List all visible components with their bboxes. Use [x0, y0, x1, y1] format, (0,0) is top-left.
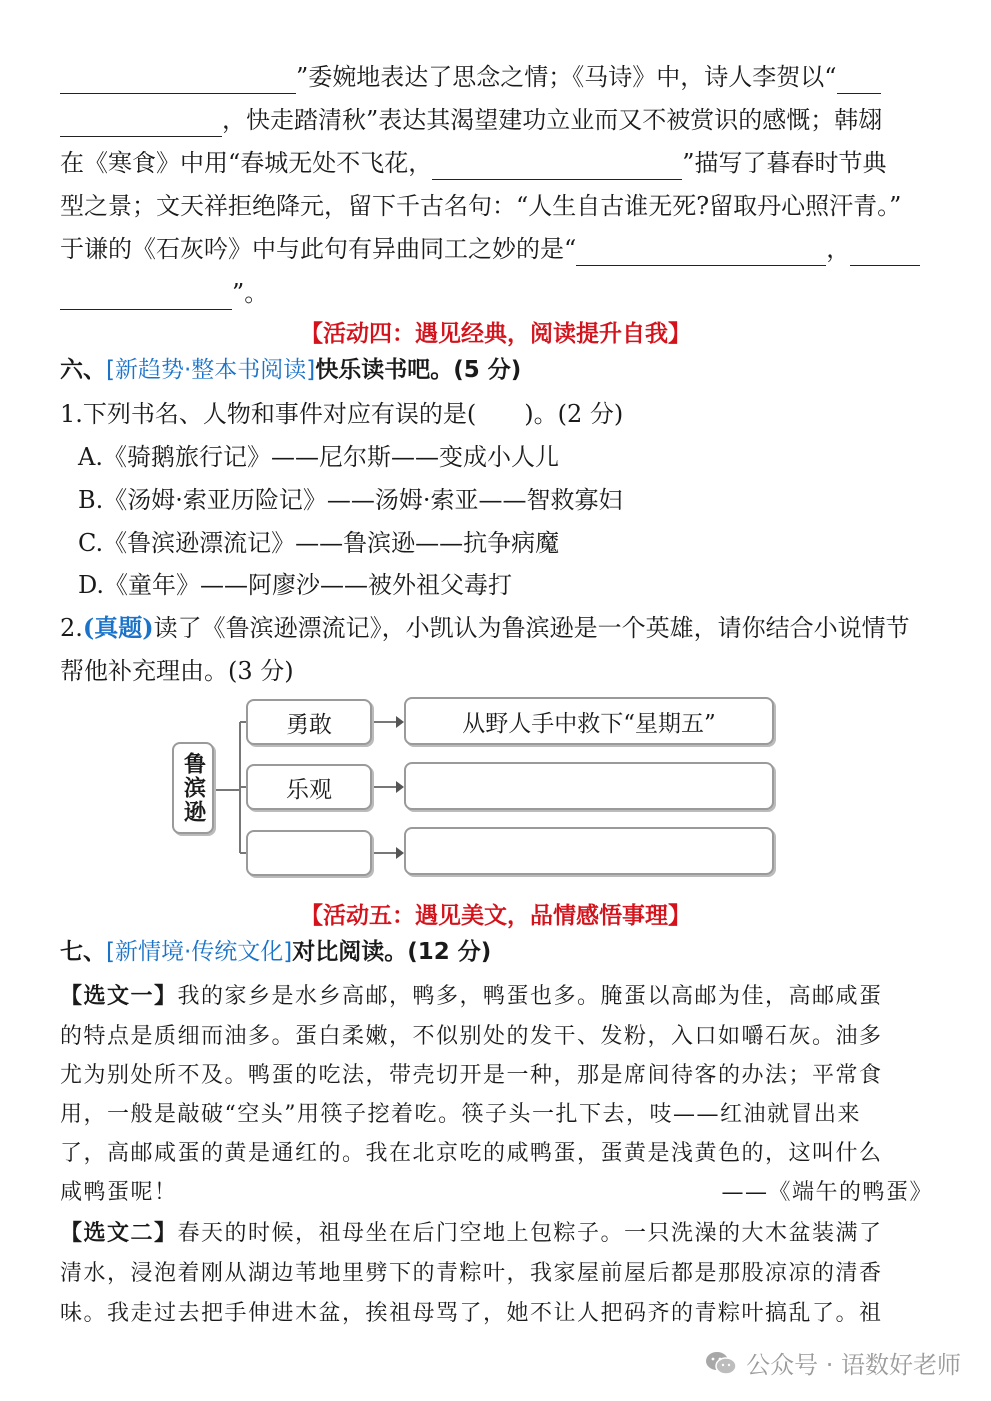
- passage-1-line-2: 的特点是质细而油多。蛋白柔嫩，不似别处的发干、发粉，入口如嚼石灰。油多: [60, 1024, 883, 1049]
- section-number: 六、: [60, 357, 106, 383]
- intro-text: 型之景；文天祥拒绝降元，留下千古名句：“人生自古谁无死?留取丹心照汗青。”: [60, 192, 902, 220]
- passage-1-line-6: 咸鸭蛋呢！: [60, 1180, 178, 1205]
- activity-five-heading: 【活动五：遇见美文，品情感悟事理】: [300, 903, 691, 929]
- section-number: 七、: [60, 939, 106, 965]
- section-tag: [新情境·传统文化]: [106, 939, 293, 965]
- reason-box-1: 从野人手中救下“星期五”: [404, 697, 774, 745]
- passage-1-line-5: 了，高邮咸蛋的黄是通红的。我在北京吃的咸鸭蛋，蛋黄是浅黄色的，这叫什么: [60, 1141, 883, 1166]
- passage-1-line-1: [60, 980, 883, 1014]
- trait-box-3-blank[interactable]: [246, 830, 372, 876]
- question-tag: (真题): [82, 613, 154, 642]
- question-text: 读了《鲁滨逊漂流记》，小凯认为鲁滨逊是一个英雄，请你结合小说情节: [153, 614, 910, 642]
- intro-text: 在《寒食》中用“春城无处不飞花，: [60, 149, 433, 177]
- intro-text: ”委婉地表达了思念之情；《马诗》中，诗人李贺以“: [296, 63, 837, 91]
- option-a: A.《骑鹅旅行记》——尼尔斯——变成小人儿: [78, 443, 559, 471]
- wechat-icon: [704, 1350, 738, 1376]
- trait-box-2: 乐观: [246, 764, 372, 810]
- passage-label: 【选文二】: [60, 1221, 178, 1246]
- passage-2-line-1: [60, 1217, 883, 1251]
- passage-2-line-2: 清水，浸泡着刚从湖边苇地里劈下的青粽叶，我家屋前屋后都是那股凉凉的清香: [60, 1261, 883, 1286]
- option-c: C.《鲁滨逊漂流记》——鲁滨逊——抗争病魔: [78, 529, 560, 557]
- diagram-root-box: 鲁滨逊: [172, 742, 214, 834]
- question-number: 2.: [60, 614, 83, 642]
- intro-text: 于谦的《石灰吟》中与此句有异曲同工之妙的是“: [60, 235, 577, 263]
- passage-text: 春天的时候，祖母坐在后门空地上包粽子。一只洗澡的大木盆装满了: [177, 1221, 883, 1246]
- reason-box-2-blank[interactable]: [404, 762, 774, 810]
- question-text: 1.下列书名、人物和事件对应有误的是(: [60, 400, 477, 428]
- reason-box-3-blank[interactable]: [404, 827, 774, 875]
- option-d: D.《童年》——阿廖沙——被外祖父毒打: [78, 571, 513, 599]
- trait-box-1: 勇敢: [246, 699, 372, 745]
- question-text: )。(2 分): [524, 400, 624, 428]
- section-title: 对比阅读。(12 分): [292, 939, 492, 965]
- passage-1-line-4: 用，一般是敲破“空头”用筷子挖着吃。筷子头一扎下去，吱——红油就冒出来: [60, 1102, 861, 1127]
- passage-text: 我的家乡是水乡高邮，鸭多，鸭蛋也多。腌蛋以高邮为佳，高邮咸蛋: [177, 984, 883, 1009]
- section-title: 快乐读书吧。(5 分): [315, 357, 522, 383]
- intro-text: ”。: [232, 279, 269, 307]
- intro-text: ，: [826, 235, 851, 263]
- watermark-text: 公众号 · 语数好老师: [746, 1351, 961, 1379]
- question-2-line-2: 帮他补充理由。(3 分): [60, 657, 294, 685]
- passage-1-source: ——《端午的鸭蛋》: [721, 1180, 933, 1205]
- activity-four-heading: 【活动四：遇见经典，阅读提升自我】: [300, 321, 691, 347]
- passage-2-line-3: 味。我走过去把手伸进木盆，挨祖母骂了，她不让人把码齐的青粽叶搞乱了。祖: [60, 1301, 883, 1326]
- intro-text: ，快走踏清秋”表达其渴望建功立业而又不被赏识的感慨；韩翃: [222, 106, 883, 134]
- passage-label: 【选文一】: [60, 984, 178, 1009]
- passage-1-line-3: 尤为别处所不及。鸭蛋的吃法，带壳切开是一种，那是席间待客的办法；平常食: [60, 1063, 883, 1088]
- watermark: [704, 1345, 961, 1380]
- intro-text: ”描写了暮春时节典: [682, 149, 887, 177]
- section-tag: [新趋势·整本书阅读]: [106, 357, 316, 383]
- section-seven-heading: [60, 935, 491, 969]
- option-b: B.《汤姆·索亚历险记》——汤姆·索亚——智救寡妇: [78, 486, 623, 514]
